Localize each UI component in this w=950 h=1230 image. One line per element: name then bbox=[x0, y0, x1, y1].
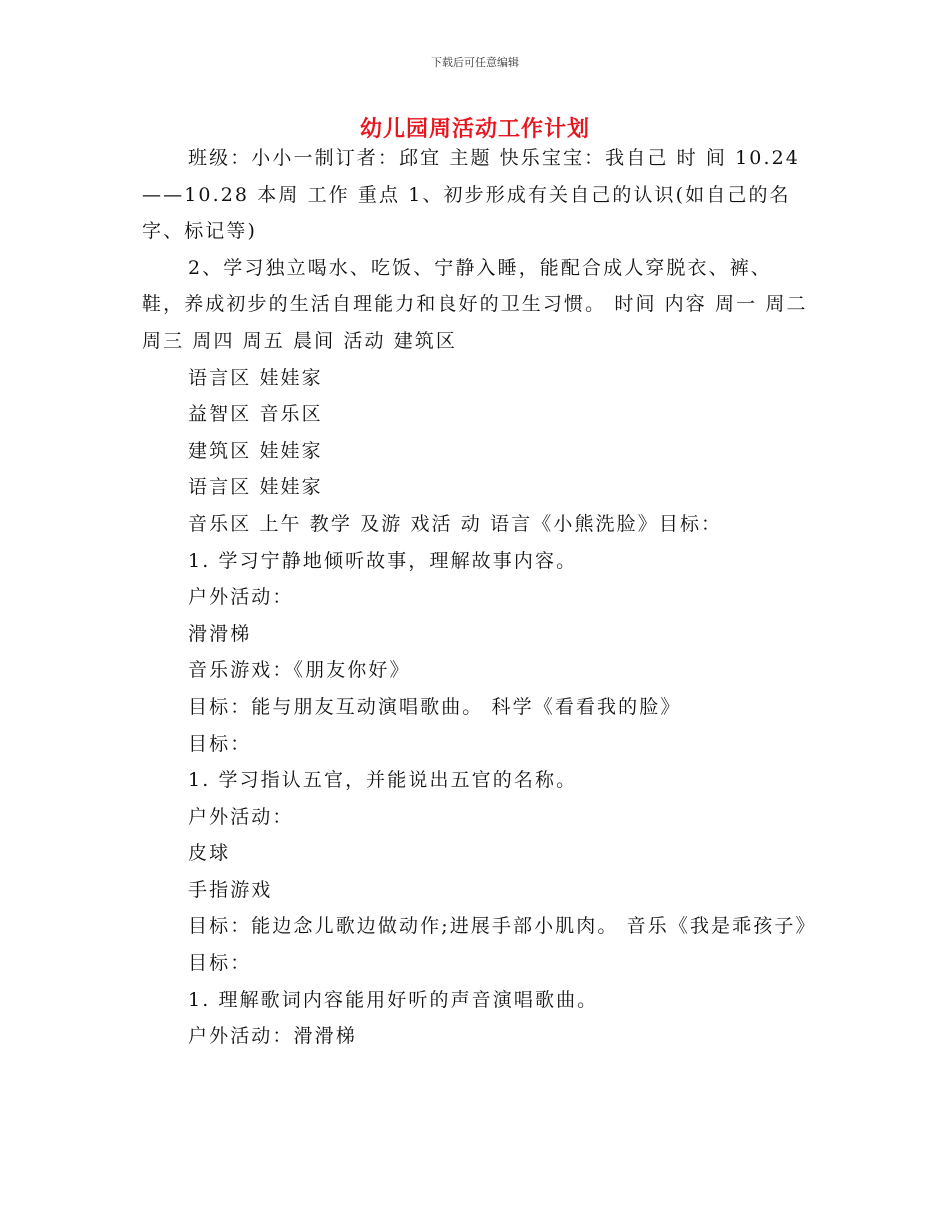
paragraph: 目标：能边念儿歌边做动作;进展手部小肌肉。 音乐《我是乖孩子》 bbox=[188, 915, 817, 938]
paragraph: 2、学习独立喝水、吃饭、宁静入睡，能配合成人穿脱衣、裤、鞋，养成初步的生活自理能力和良好的卫生习惯。 时间 内容 周一 周二 周三 周四 周五 晨间 活动 建筑区 bbox=[142, 256, 808, 352]
document-title: 幼儿园周活动工作计划 bbox=[359, 117, 590, 142]
paragraph: 滑滑梯 bbox=[188, 622, 252, 645]
paragraph: 目标： bbox=[188, 952, 252, 975]
paragraph: 语言区 娃娃家 bbox=[188, 366, 323, 389]
paragraph: 益智区 音乐区 bbox=[188, 403, 323, 426]
paragraph: 户外活动：滑滑梯 bbox=[188, 1025, 357, 1048]
paragraph: 建筑区 娃娃家 bbox=[188, 439, 323, 462]
paragraph: 皮球 bbox=[188, 842, 231, 865]
paragraph: 音乐区 上午 教学 及游 戏活 动 语言《小熊洗脸》目标： bbox=[188, 512, 723, 535]
paragraph: 1. 理解歌词内容能用好听的声音演唱歌曲。 bbox=[188, 988, 599, 1011]
paragraph: 手指游戏 bbox=[188, 878, 273, 901]
document-body bbox=[142, 140, 817, 1055]
paragraph: 目标： bbox=[188, 732, 252, 755]
paragraph: 语言区 娃娃家 bbox=[188, 476, 323, 499]
paragraph: 户外活动： bbox=[188, 805, 294, 828]
paragraph: 目标：能与朋友互动演唱歌曲。 科学《看看我的脸》 bbox=[188, 695, 682, 718]
paragraph: 户外活动： bbox=[188, 586, 294, 609]
paragraph: 班级：小小一制订者：邱宜 主题 快乐宝宝：我自己 时 间 10.24——10.28 本周 工作 重点 1、初步形成有关自己的认识(如自己的名字、标记等) bbox=[142, 147, 800, 243]
paragraph: 音乐游戏：《朋友你好》 bbox=[188, 659, 411, 682]
paragraph: 1. 学习宁静地倾听故事，理解故事内容。 bbox=[188, 549, 578, 572]
paragraph: 1. 学习指认五官，并能说出五官的名称。 bbox=[188, 769, 578, 792]
header-note: 下载后可任意编辑 bbox=[431, 56, 519, 69]
